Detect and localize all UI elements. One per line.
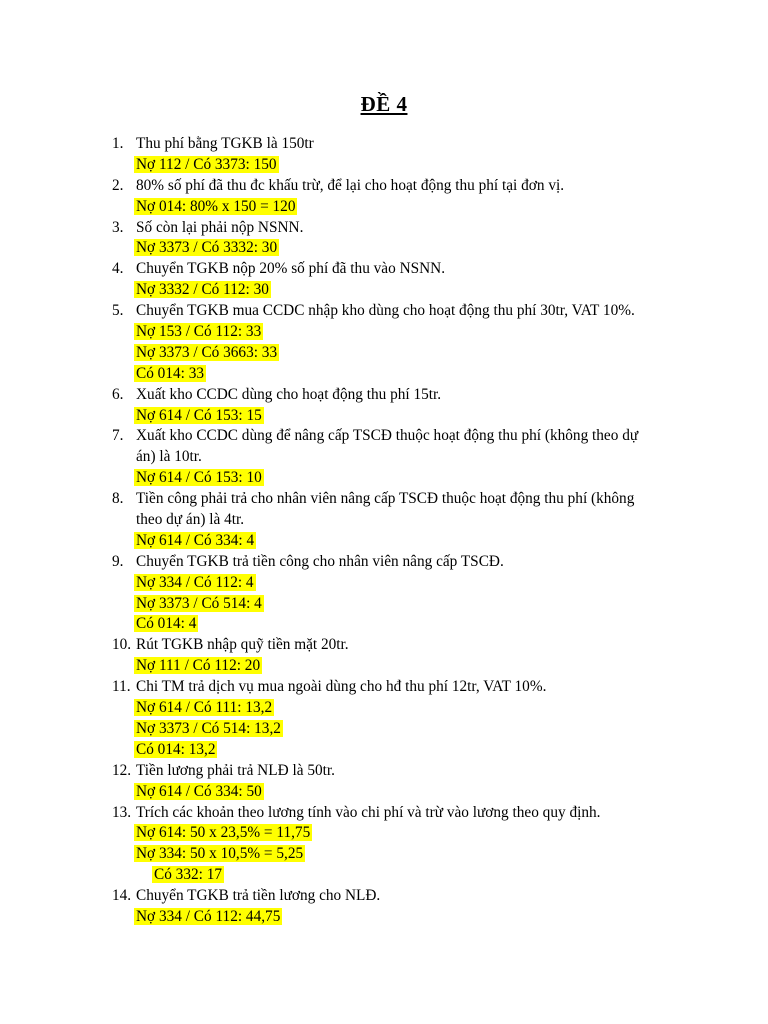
entry-line [0, 719, 768, 740]
list-item [0, 259, 768, 301]
item-text: Tiền lương phải trả NLĐ là 50tr. [136, 761, 335, 779]
journal-entry [134, 844, 305, 865]
journal-entry [134, 155, 279, 176]
item-number: 10. [112, 636, 132, 654]
entry-line [0, 844, 768, 865]
item-text: Chuyển TGKB nộp 20% số phí đã thu vào NSNN. [136, 260, 446, 278]
item-number: 12. [112, 761, 132, 779]
journal-entry [134, 468, 264, 489]
entry-line [0, 531, 768, 552]
item-number: 5. [112, 302, 124, 320]
journal-entry [134, 280, 271, 301]
item-number: 3. [112, 218, 124, 236]
item-text: Thu phí bằng TGKB là 150tr [136, 135, 314, 152]
item-text: 80% số phí đã thu đc khấu trừ, để lại cho hoạt động thu phí tại đơn vị. [136, 176, 565, 194]
item-text: Tiền công phải trả cho nhân viên nâng cấp TSCĐ thuộc hoạt động thu phí (không [136, 490, 635, 508]
item-line [0, 677, 768, 698]
journal-entry [134, 823, 312, 844]
highlighted-answer: Nợ 614: 50 x 23,5% = 11,75 [136, 824, 311, 842]
highlighted-answer: Nợ 3373 / Có 514: 4 [136, 594, 262, 612]
journal-entry [134, 907, 282, 928]
list-item [0, 426, 768, 489]
entry-line [0, 698, 768, 719]
highlighted-answer: Có 332: 17 [154, 866, 222, 884]
entry-line [0, 280, 768, 301]
item-text: theo dự án) là 4tr. [136, 511, 245, 529]
highlighted-answer: Có 014: 4 [136, 615, 197, 633]
journal-entry [152, 865, 224, 886]
entry-line [0, 573, 768, 594]
page-title: ĐỀ 4 [360, 92, 408, 116]
list-item [0, 489, 768, 552]
highlighted-answer: Có 014: 33 [136, 364, 204, 382]
entry-line [0, 406, 768, 427]
item-line [0, 886, 768, 907]
item-text: Chuyển TGKB mua CCDC nhập kho dùng cho hoạt động thu phí 30tr, VAT 10%. [136, 302, 635, 320]
list-item [0, 176, 768, 218]
item-text: án) là 10tr. [136, 448, 202, 466]
item-line [0, 761, 768, 782]
journal-entry [134, 656, 262, 677]
entry-line [0, 468, 768, 489]
journal-entry [134, 573, 256, 594]
journal-entry [134, 406, 264, 427]
highlighted-answer: Có 014: 13,2 [136, 740, 216, 758]
item-line [0, 447, 768, 468]
highlighted-answer: Nợ 614 / Có 111: 13,2 [136, 699, 273, 717]
item-number: 2. [112, 176, 124, 194]
list-item [0, 761, 768, 803]
highlighted-answer: Nợ 334 / Có 112: 44,75 [136, 907, 281, 925]
highlighted-answer: Nợ 112 / Có 3373: 150 [136, 155, 277, 173]
list-item [0, 886, 768, 928]
journal-entry [134, 197, 297, 218]
item-text: Chuyển TGKB trả tiền lương cho NLĐ. [136, 887, 381, 905]
highlighted-answer: Nợ 153 / Có 112: 33 [136, 323, 262, 341]
entry-line [0, 614, 768, 635]
entry-line [0, 740, 768, 761]
journal-entry [134, 782, 264, 803]
item-number: 9. [112, 552, 124, 570]
list-item [0, 218, 768, 260]
item-text: Chi TM trả dịch vụ mua ngoài dùng cho hđ thu phí 12tr, VAT 10%. [136, 678, 547, 696]
highlighted-answer: Nợ 614 / Có 153: 10 [136, 469, 262, 487]
item-line [0, 426, 768, 447]
entry-line [0, 823, 768, 844]
item-number: 8. [112, 490, 124, 508]
list-item [0, 385, 768, 427]
item-text: Xuất kho CCDC dùng để nâng cấp TSCĐ thuộc hoạt động thu phí (không theo dự [136, 427, 639, 445]
item-line [0, 803, 768, 824]
list-item [0, 134, 768, 176]
entry-line [0, 865, 768, 886]
item-line [0, 259, 768, 280]
highlighted-answer: Nợ 014: 80% x 150 = 120 [136, 197, 296, 215]
item-line [0, 635, 768, 656]
entry-line [0, 155, 768, 176]
item-number: 13. [112, 803, 132, 821]
entry-line [0, 782, 768, 803]
journal-entry [134, 364, 206, 385]
entry-line [0, 907, 768, 928]
journal-entry [134, 531, 256, 552]
journal-entry [134, 698, 274, 719]
journal-entry [134, 238, 279, 259]
list-item [0, 635, 768, 677]
entry-line [0, 197, 768, 218]
item-text: Xuất kho CCDC dùng cho hoạt động thu phí 15tr. [136, 385, 442, 403]
highlighted-answer: Nợ 334 / Có 112: 4 [136, 573, 254, 591]
entry-line [0, 364, 768, 385]
entry-line [0, 594, 768, 615]
list-item [0, 552, 768, 636]
highlighted-answer: Nợ 3373 / Có 514: 13,2 [136, 719, 281, 737]
entry-line [0, 656, 768, 677]
item-line [0, 385, 768, 406]
highlighted-answer: Nợ 614 / Có 153: 15 [136, 406, 262, 424]
item-line [0, 489, 768, 510]
list-item [0, 301, 768, 385]
item-text: Trích các khoản theo lương tính vào chi phí và trừ vào lương theo quy định. [136, 803, 601, 821]
item-number: 1. [112, 135, 124, 152]
item-line [0, 134, 768, 155]
highlighted-answer: Nợ 614 / Có 334: 50 [136, 782, 262, 800]
journal-entry [134, 719, 283, 740]
item-line [0, 301, 768, 322]
item-line [0, 552, 768, 573]
journal-entry [134, 740, 217, 761]
journal-entry [134, 343, 279, 364]
list-item [0, 677, 768, 761]
item-number: 6. [112, 385, 124, 403]
highlighted-answer: Nợ 614 / Có 334: 4 [136, 531, 255, 549]
item-text: Chuyển TGKB trả tiền công cho nhân viên nâng cấp TSCĐ. [136, 552, 504, 570]
item-text: Rút TGKB nhập quỹ tiền mặt 20tr. [136, 636, 349, 654]
item-number: 14. [112, 887, 132, 905]
highlighted-answer: Nợ 111 / Có 112: 20 [136, 657, 261, 675]
journal-entry [134, 614, 198, 635]
entry-line [0, 238, 768, 259]
highlighted-answer: Nợ 3332 / Có 112: 30 [136, 281, 269, 299]
entry-line [0, 322, 768, 343]
item-number: 11. [112, 678, 131, 696]
item-number: 4. [112, 260, 124, 278]
journal-entry [134, 322, 263, 343]
highlighted-answer: Nợ 3373 / Có 3332: 30 [136, 239, 278, 257]
highlighted-answer: Nợ 3373 / Có 3663: 33 [136, 343, 278, 361]
entry-line [0, 343, 768, 364]
list-item [0, 803, 768, 887]
item-line [0, 510, 768, 531]
highlighted-answer: Nợ 334: 50 x 10,5% = 5,25 [136, 845, 304, 863]
journal-entry [134, 594, 264, 615]
exercise-list [0, 134, 768, 928]
item-number: 7. [112, 427, 124, 445]
item-line [0, 176, 768, 197]
item-text: Số còn lại phải nộp NSNN. [136, 218, 304, 236]
item-line [0, 218, 768, 239]
